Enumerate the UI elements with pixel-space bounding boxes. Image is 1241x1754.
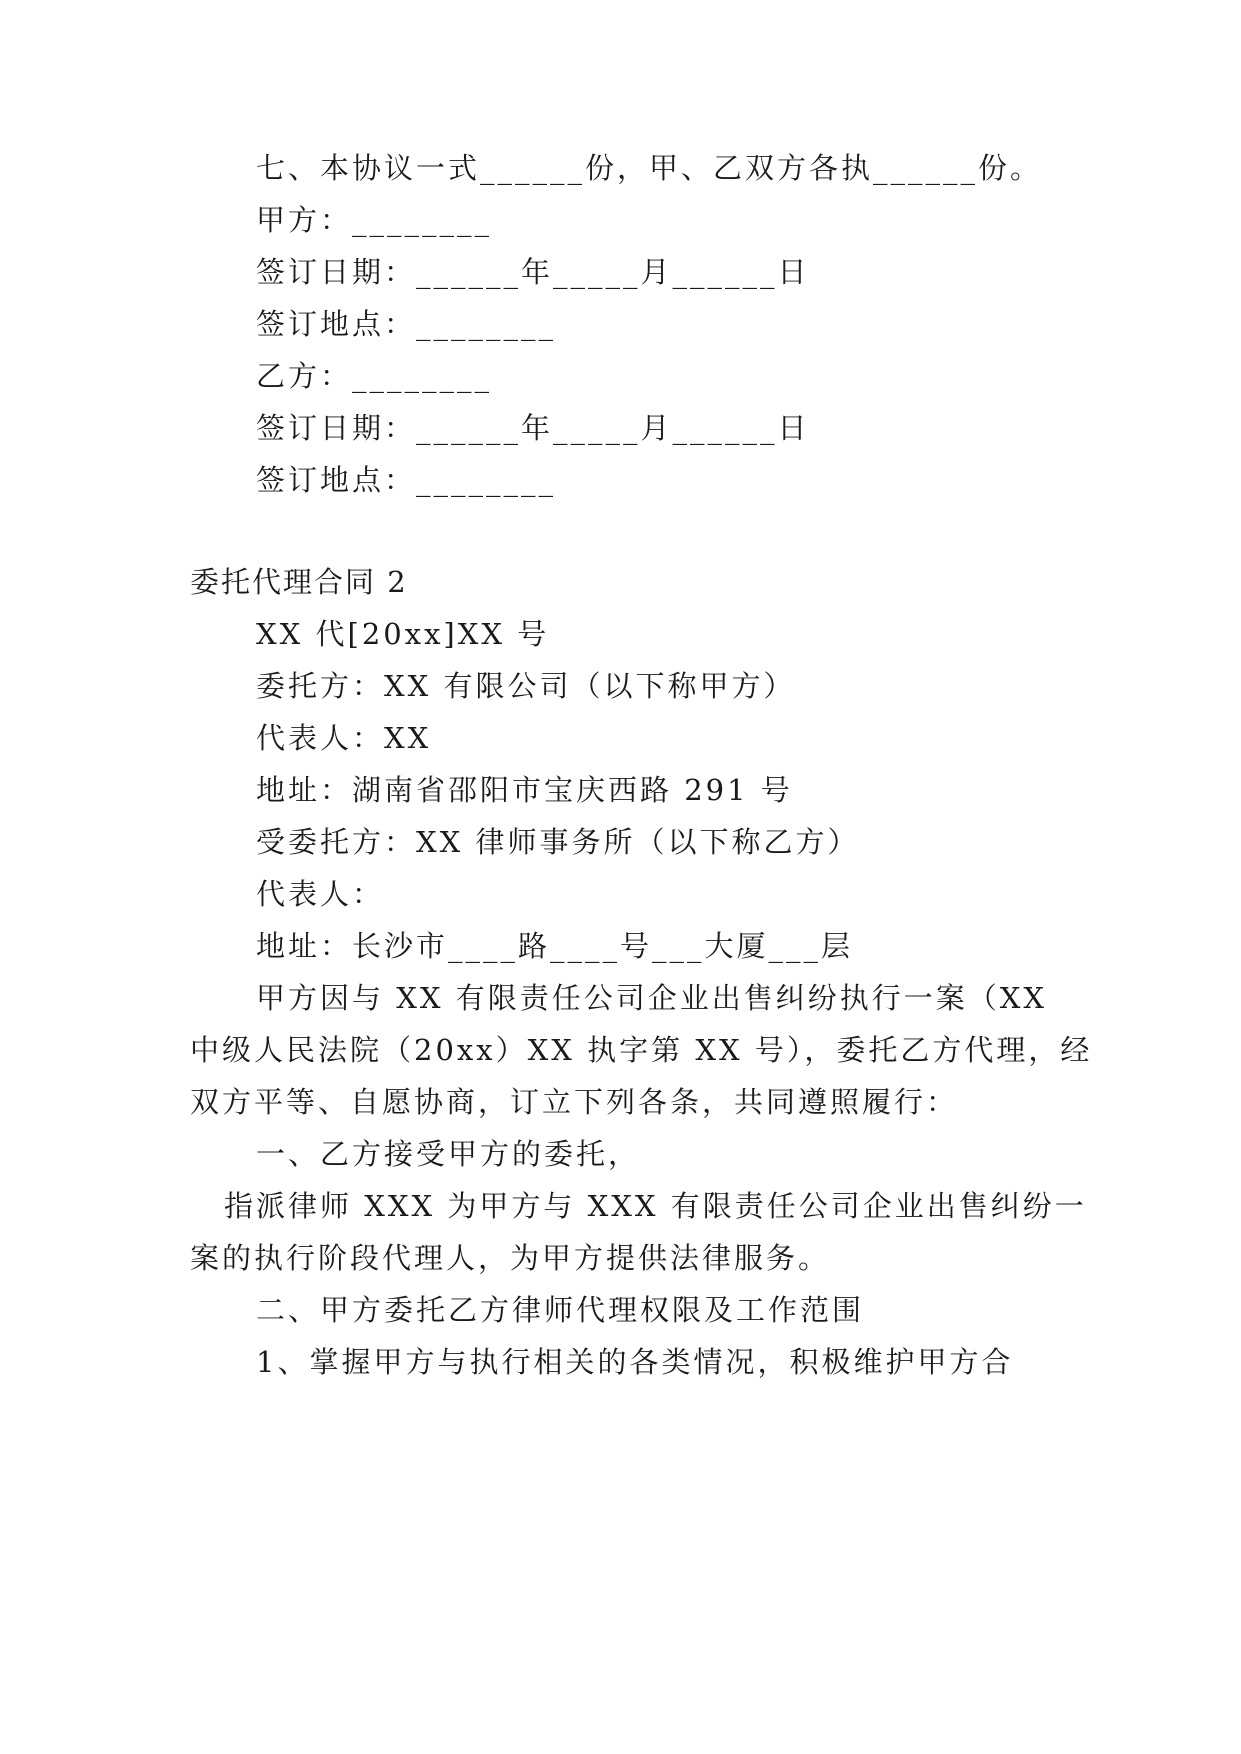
- agent-address: 地址：长沙市____路____号___大厦___层: [256, 929, 854, 963]
- client-representative: 代表人：XX: [256, 721, 432, 755]
- agent-representative: 代表人：: [256, 877, 385, 911]
- clause-1-body-line: 案的执行阶段代理人，为甲方提供法律服务。: [190, 1241, 831, 1275]
- party-a-sign-place: 签订地点：________: [256, 307, 557, 341]
- party-b-sign-date: 签订日期：______年_____月______日: [256, 411, 810, 445]
- preamble-line: 中级人民法院（20xx）XX 执字第 XX 号），委托乙方代理，经: [190, 1033, 1093, 1067]
- party-b-sign-place: 签订地点：________: [256, 463, 557, 497]
- agent-party: 受委托方：XX 律师事务所（以下称乙方）: [256, 825, 860, 859]
- clause-2-item-1: 1、掌握甲方与执行相关的各类情况，积极维护甲方合: [256, 1345, 1014, 1379]
- preamble-line: 双方平等、自愿协商，订立下列各条，共同遵照履行：: [190, 1085, 959, 1119]
- client-party: 委托方：XX 有限公司（以下称甲方）: [256, 669, 796, 703]
- preamble-line: 甲方因与 XX 有限责任公司企业出售纠纷执行一案（XX: [256, 981, 1048, 1015]
- contract-2-title: 委托代理合同 2: [190, 565, 408, 599]
- client-address: 地址：湖南省邵阳市宝庆西路 291 号: [256, 773, 793, 807]
- clause-1-body-line: 指派律师 XXX 为甲方与 XXX 有限责任公司企业出售纠纷一: [224, 1189, 1087, 1223]
- party-b-signature: 乙方：________: [256, 359, 493, 393]
- party-a-sign-date: 签订日期：______年_____月______日: [256, 255, 810, 289]
- clause-2-heading: 二、甲方委托乙方律师代理权限及工作范围: [256, 1293, 865, 1327]
- clause-7-copies: 七、本协议一式______份，甲、乙双方各执______份。: [256, 151, 1043, 185]
- party-a-signature: 甲方：________: [256, 203, 493, 237]
- contract-number: XX 代[20xx]XX 号: [256, 617, 550, 651]
- clause-1-heading: 一、乙方接受甲方的委托，: [256, 1137, 641, 1171]
